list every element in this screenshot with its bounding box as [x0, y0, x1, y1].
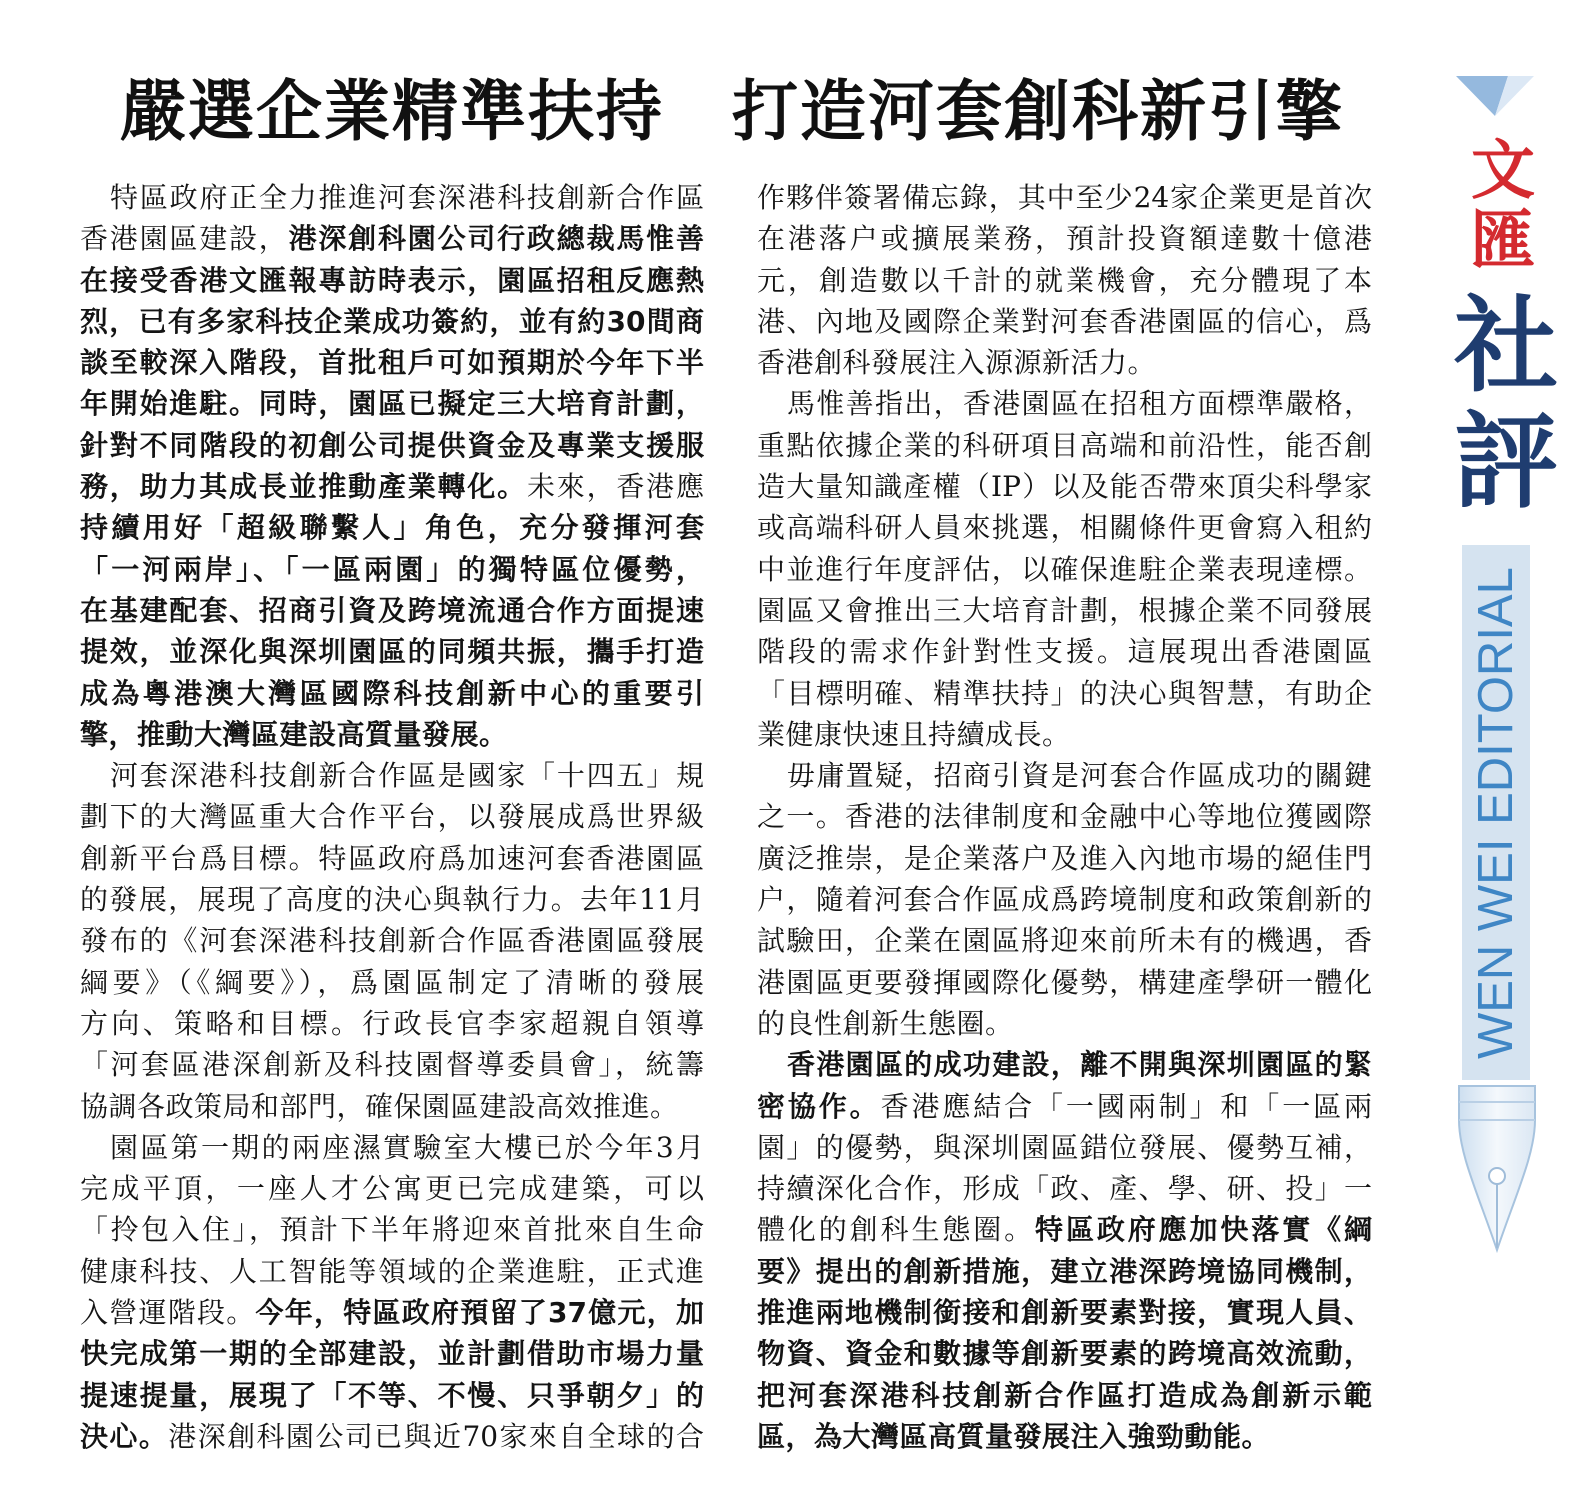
text-line — [757, 342, 1372, 383]
body-text: 發布的《河套深港科技創新合作區香港園區發展 — [80, 924, 704, 958]
text-line — [80, 920, 704, 961]
body-text: 馬惟善指出，香港園區在招租方面標準嚴格， — [787, 387, 1372, 421]
body-text: 香港應結合「一國兩制」和「一區兩 — [880, 1089, 1372, 1123]
body-text: 業健康快速且持續成長。 — [757, 717, 1071, 751]
emphasis-text: 把河套深港科技創新合作區打造成為創新示範 — [757, 1378, 1372, 1412]
emphasis-text: 決心。 — [80, 1419, 169, 1453]
text-line — [80, 590, 704, 631]
text-line — [757, 1375, 1372, 1416]
body-text: 在港落户或擴展業務，預計投資額達數十億港 — [757, 222, 1372, 256]
text-line — [80, 301, 704, 342]
text-line — [80, 755, 704, 796]
paragraph — [757, 177, 1372, 383]
text-line — [80, 1044, 704, 1085]
body-text: 户，隨着河套合作區成爲跨境制度和政策創新的 — [757, 883, 1372, 917]
paragraph — [80, 1127, 704, 1457]
emphasis-text: 針對不同階段的初創公司提供資金及專業支援服 — [80, 428, 704, 462]
body-text: 園」的優勢，與深圳園區錯位發展、優勢互補， — [757, 1130, 1372, 1164]
body-text: 園區又會推出三大培育計劃，根據企業不同發展 — [757, 593, 1372, 627]
pen-nib-icon — [1454, 1082, 1540, 1254]
text-line — [757, 796, 1372, 837]
text-line — [80, 1086, 704, 1127]
text-line — [757, 879, 1372, 920]
emphasis-text: 在基建配套、招商引資及跨境流通合作方面提速 — [80, 593, 704, 627]
emphasis-text: 年開始進駐。同時，園區已擬定三大培育計劃， — [80, 387, 704, 421]
body-text: 方向、策略和目標。行政長官李家超親自領導 — [80, 1006, 704, 1040]
body-text: 綱要》（《綱要》），爲園區制定了清晰的發展 — [80, 965, 704, 999]
text-line — [80, 1333, 704, 1374]
body-text: 造大量知識產權（IP）以及能否帶來頂尖科學家 — [757, 470, 1372, 504]
text-line — [757, 838, 1372, 879]
text-line — [80, 342, 704, 383]
paragraph — [757, 1044, 1372, 1457]
text-line — [757, 507, 1372, 548]
text-line — [757, 1086, 1372, 1127]
headline: 嚴選企業精準扶持 打造河套創科新引擎 — [120, 72, 1344, 150]
text-line — [757, 1044, 1372, 1085]
text-line — [757, 920, 1372, 961]
pen-nib-hole — [1489, 1168, 1505, 1184]
paragraph — [757, 383, 1372, 755]
emphasis-text: 快完成第一期的全部建設，並計劃借助市場力量 — [80, 1337, 704, 1371]
text-line — [757, 1168, 1372, 1209]
text-line — [80, 838, 704, 879]
text-line — [80, 962, 704, 1003]
text-line — [757, 260, 1372, 301]
section-name: 社評 — [1436, 290, 1559, 522]
body-text: 港園區更要發揮國際化優勢，構建產學研一體化 — [757, 965, 1372, 999]
body-text: 創新平台爲目標。特區政府爲加速河套香港園區 — [80, 841, 704, 875]
text-line — [80, 425, 704, 466]
emphasis-text: 提速提量，展現了「不等、不慢、只爭朝夕」的 — [80, 1378, 704, 1412]
text-line — [80, 507, 704, 548]
body-text: 階段的需求作針對性支援。這展現出香港園區 — [757, 635, 1372, 669]
text-line — [757, 549, 1372, 590]
text-line — [757, 466, 1372, 507]
article-column-right — [757, 177, 1372, 1457]
text-line — [757, 1127, 1372, 1168]
text-line — [757, 1209, 1372, 1250]
text-line — [80, 631, 704, 672]
emphasis-text: 推進兩地機制銜接和創新要素對接，實現人員、 — [757, 1296, 1372, 1330]
body-text: 特區政府正全力推進河套深港科技創新合作區 — [110, 181, 704, 214]
text-line — [80, 879, 704, 920]
emphasis-text: 烈，已有多家科技企業成功簽約，並有約30間商 — [80, 304, 704, 338]
text-line — [757, 177, 1372, 218]
text-line — [757, 383, 1372, 424]
body-text: 持續深化合作，形成「政、產、學、研、投」一 — [757, 1172, 1372, 1206]
text-line — [80, 1251, 704, 1292]
text-line — [757, 301, 1372, 342]
emphasis-text: 提效，並深化與深圳園區的同頻共振，攜手打造 — [80, 635, 704, 669]
english-section-label: WEN WEI EDITORIAL — [1469, 567, 1523, 1059]
text-line — [757, 631, 1372, 672]
text-line — [80, 1127, 704, 1168]
emphasis-text: 特區政府應加快落實《綱 — [1035, 1213, 1372, 1247]
body-text: 廣泛推崇，是企業落户及進入內地市場的絕佳門 — [757, 841, 1372, 875]
emphasis-text: 物資、資金和數據等創新要素的跨境高效流動， — [757, 1337, 1372, 1371]
emphasis-text: 港深創科園公司行政總裁馬惟善 — [288, 222, 704, 256]
paragraph — [80, 755, 704, 1127]
body-text: 「河套區港深創新及科技園督導委員會」，統籌 — [80, 1048, 704, 1082]
text-line — [80, 714, 704, 755]
text-line — [757, 1251, 1372, 1292]
body-text: 元，創造數以千計的就業機會，充分體現了本 — [757, 263, 1372, 297]
body-text: 港、內地及國際企業對河套香港園區的信心，爲 — [757, 304, 1372, 338]
body-text: 完成平頂，一座人才公寓更已完成建築，可以 — [80, 1172, 704, 1206]
emphasis-text: 持續用好「超級聯繫人」角色，充分發揮河套 — [80, 511, 704, 545]
emphasis-text: 密協作。 — [757, 1089, 881, 1123]
body-text: 或高端科研人員來挑選，相關條件更會寫入租約 — [757, 511, 1372, 545]
text-line — [80, 383, 704, 424]
body-text: 入營運階段。 — [80, 1296, 256, 1330]
body-text: 毋庸置疑，招商引資是河套合作區成功的關鍵 — [787, 759, 1372, 793]
body-text: 香港園區建設， — [80, 222, 289, 256]
paragraph — [80, 177, 704, 755]
emphasis-text: 成為粵港澳大灣區國際科技創新中心的重要引 — [80, 676, 704, 710]
text-line — [80, 260, 704, 301]
text-line — [757, 714, 1372, 755]
brand-name: 文匯 — [1460, 136, 1535, 276]
body-text: 劃下的大灣區重大合作平台，以發展成爲世界級 — [80, 800, 704, 834]
body-text: 作夥伴簽署備忘錄，其中至少24家企業更是首次 — [757, 181, 1372, 214]
emphasis-text: 擎，推動大灣區建設高質量發展。 — [80, 717, 508, 751]
body-text: 河套深港科技創新合作區是國家「十四五」規 — [110, 759, 704, 793]
body-text: 之一。香港的法律制度和金融中心等地位獲國際 — [757, 800, 1372, 834]
emphasis-text: 香港園區的成功建設，離不開與深圳園區的緊 — [787, 1048, 1372, 1082]
text-line — [80, 1416, 704, 1457]
text-line — [80, 1209, 704, 1250]
text-line — [757, 425, 1372, 466]
body-text: 中並進行年度評估，以確保進駐企業表現達標。 — [757, 552, 1372, 586]
article-column-left — [80, 177, 704, 1457]
text-line — [757, 1416, 1372, 1457]
body-text: 體化的創科生態圈。 — [757, 1213, 1036, 1247]
text-line — [80, 1168, 704, 1209]
body-text: 健康科技、人工智能等領域的企業進駐，正式進 — [80, 1254, 704, 1288]
body-text: 港深創科園公司已與近70家來自全球的合 — [168, 1419, 704, 1453]
emphasis-text: 談至較深入階段，首批租戶可如預期於今年下半 — [80, 346, 704, 380]
text-line — [80, 796, 704, 837]
text-line — [757, 673, 1372, 714]
paragraph — [757, 755, 1372, 1044]
emphasis-text: 要》提出的創新措施，建立港深跨境協同機制， — [757, 1254, 1372, 1288]
body-text: 未來，香港應 — [526, 470, 704, 504]
body-text: 園區第一期的兩座濕實驗室大樓已於今年3月 — [110, 1130, 704, 1164]
body-text: 「目標明確、精準扶持」的決心與智慧，有助企 — [757, 676, 1372, 710]
text-line — [80, 1375, 704, 1416]
body-text: 的良性創新生態圈。 — [757, 1006, 1014, 1040]
body-text: 試驗田，企業在園區將迎來前所未有的機遇，香 — [757, 924, 1372, 958]
text-line — [80, 466, 704, 507]
emphasis-text: 務，助力其成長並推動產業轉化。 — [80, 470, 527, 504]
emphasis-text: 「一河兩岸」、「一區兩園」的獨特區位優勢， — [80, 552, 704, 586]
emphasis-text: 區，為大灣區高質量發展注入強勁動能。 — [757, 1419, 1271, 1453]
body-text: 「拎包入住」，預計下半年將迎來首批來自生命 — [80, 1213, 704, 1247]
text-line — [757, 590, 1372, 631]
body-text: 的發展，展現了高度的決心與執行力。去年11月 — [80, 883, 704, 917]
text-line — [757, 755, 1372, 796]
body-text: 重點依據企業的科研項目高端和前沿性，能否創 — [757, 428, 1372, 462]
text-line — [757, 962, 1372, 1003]
text-line — [80, 673, 704, 714]
text-line — [80, 218, 704, 259]
text-line — [757, 1003, 1372, 1044]
triangle-icon — [1456, 76, 1534, 118]
body-text: 香港創科發展注入源源新活力。 — [757, 346, 1157, 380]
text-line — [80, 1003, 704, 1044]
text-line — [757, 1333, 1372, 1374]
text-line — [80, 549, 704, 590]
text-line — [757, 218, 1372, 259]
emphasis-text: 今年，特區政府預留了37億元，加 — [255, 1296, 704, 1330]
text-line — [757, 1292, 1372, 1333]
text-line — [80, 177, 704, 218]
emphasis-text: 在接受香港文匯報專訪時表示，園區招租反應熱 — [80, 263, 704, 297]
body-text: 協調各政策局和部門，確保園區建設高效推進。 — [80, 1089, 679, 1123]
text-line — [80, 1292, 704, 1333]
